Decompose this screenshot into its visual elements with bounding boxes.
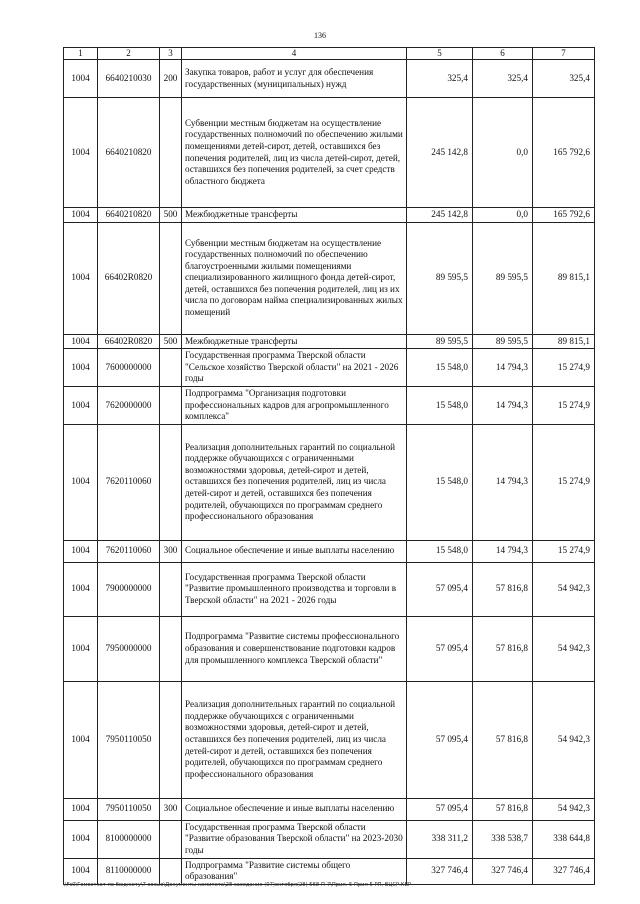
row-type-cell [160, 386, 182, 424]
row-value-col6: 89 595,5 [473, 222, 533, 334]
row-type-cell: 500 [160, 208, 182, 223]
row-name-cell: Закупка товаров, работ и услуг для обеспечения государственных (муниципальных) нужд [182, 60, 407, 98]
row-value-col5: 15 548,0 [407, 386, 473, 424]
row-type-cell: 300 [160, 540, 182, 562]
row-code-cell: 6640210820 [98, 98, 160, 208]
row-value-col7: 165 792,6 [533, 208, 595, 223]
row-value-col5: 15 548,0 [407, 349, 473, 387]
row-section-cell: 1004 [64, 798, 98, 820]
row-code-cell: 7950110050 [98, 681, 160, 798]
row-section-cell: 1004 [64, 820, 98, 858]
row-name-cell: Подпрограмма "Развитие системы общего образования" [182, 858, 407, 884]
table-row [64, 562, 595, 616]
table-row [64, 334, 595, 349]
table-row [64, 60, 595, 98]
row-value-col6: 57 816,8 [473, 562, 533, 616]
row-code-cell: 66402R0820 [98, 222, 160, 334]
row-code-cell: 8100000000 [98, 820, 160, 858]
row-value-col7: 54 942,3 [533, 616, 595, 681]
row-code-cell: 7620110060 [98, 424, 160, 540]
row-name-cell: Межбюджетные трансферты [182, 208, 407, 223]
row-type-cell [160, 222, 182, 334]
row-value-col6: 327 746,4 [473, 858, 533, 884]
row-code-cell: 7620110060 [98, 540, 160, 562]
row-value-col5: 15 548,0 [407, 424, 473, 540]
row-value-col5: 57 095,4 [407, 798, 473, 820]
row-name-cell: Реализация дополнительных гарантий по социальной поддержке обучающихся с ограниченными возможностями здоровья, детей-сирот и детей, оставшихся без попечения родителей, лиц из числа детей-сирот и детей, оставшихся без попечения родителей, обучающихся по программам среднего профессионального образования [182, 424, 407, 540]
row-value-col6: 0,0 [473, 98, 533, 208]
table-row [64, 616, 595, 681]
row-value-col5: 325,4 [407, 60, 473, 98]
row-section-cell: 1004 [64, 386, 98, 424]
row-name-cell: Субвенции местным бюджетам на осуществление государственных полномочий по обеспечению жилыми помещениями детей-сирот, детей, оставшихся без попечения родителей, лиц из числа детей-сирот, детей, оставшихся без попечения родителей, за счет средств областного бюджета [182, 98, 407, 208]
row-section-cell: 1004 [64, 208, 98, 223]
row-section-cell: 1004 [64, 562, 98, 616]
row-value-col5: 327 746,4 [407, 858, 473, 884]
column-header: 1 [64, 48, 98, 60]
row-code-cell: 7950110050 [98, 798, 160, 820]
table-row [64, 222, 595, 334]
row-type-cell [160, 681, 182, 798]
row-type-cell: 300 [160, 798, 182, 820]
table-row [64, 349, 595, 387]
column-header: 6 [473, 48, 533, 60]
table-row [64, 98, 595, 208]
row-value-col7: 89 815,1 [533, 222, 595, 334]
row-value-col6: 325,4 [473, 60, 533, 98]
row-type-cell: 500 [160, 334, 182, 349]
row-value-col5: 89 595,5 [407, 334, 473, 349]
row-name-cell: Реализация дополнительных гарантий по социальной поддержке обучающихся с ограниченными возможностями здоровья, детей-сирот и детей, оставшихся без попечения родителей, лиц из числа детей-сирот и детей, оставшихся без попечения родителей, обучающихся по программам среднего профессионального образования [182, 681, 407, 798]
row-value-col7: 54 942,3 [533, 562, 595, 616]
row-type-cell [160, 858, 182, 884]
row-value-col7: 327 746,4 [533, 858, 595, 884]
row-value-col6: 14 794,3 [473, 386, 533, 424]
row-value-col6: 57 816,8 [473, 616, 533, 681]
row-value-col6: 0,0 [473, 208, 533, 223]
row-code-cell: 7620000000 [98, 386, 160, 424]
row-section-cell: 1004 [64, 681, 98, 798]
row-name-cell: Подпрограмма "Организация подготовки профессиональных кадров для агропромышленного комплекса" [182, 386, 407, 424]
row-value-col5: 338 311,2 [407, 820, 473, 858]
row-value-col7: 338 644,8 [533, 820, 595, 858]
table-row [64, 798, 595, 820]
row-name-cell: Субвенции местным бюджетам на осуществление государственных полномочий по обеспечению благоустроенными жилыми помещениями специализированного жилищного фонда детей-сирот, детей, оставшихся без попечения родителей, лиц из их числа по договорам найма специализированных жилых помещений [182, 222, 407, 334]
row-value-col5: 57 095,4 [407, 681, 473, 798]
budget-table [63, 47, 595, 885]
row-section-cell: 1004 [64, 424, 98, 540]
row-name-cell: Социальное обеспечение и иные выплаты населению [182, 798, 407, 820]
row-name-cell: Межбюджетные трансферты [182, 334, 407, 349]
row-type-cell [160, 562, 182, 616]
row-value-col7: 165 792,6 [533, 98, 595, 208]
column-header: 3 [160, 48, 182, 60]
row-value-col5: 57 095,4 [407, 616, 473, 681]
row-value-col6: 57 816,8 [473, 798, 533, 820]
row-type-cell: 200 [160, 60, 182, 98]
table-row [64, 386, 595, 424]
table-row [64, 424, 595, 540]
row-value-col7: 15 274,9 [533, 349, 595, 387]
row-code-cell: 6640210030 [98, 60, 160, 98]
table-row [64, 681, 595, 798]
row-value-col7: 89 815,1 [533, 334, 595, 349]
row-section-cell: 1004 [64, 616, 98, 681]
row-value-col7: 15 274,9 [533, 424, 595, 540]
row-code-cell: 8110000000 [98, 858, 160, 884]
row-code-cell: 66402R0820 [98, 334, 160, 349]
row-type-cell [160, 98, 182, 208]
table-row [64, 208, 595, 223]
row-section-cell: 1004 [64, 334, 98, 349]
row-value-col7: 325,4 [533, 60, 595, 98]
row-value-col5: 245 142,8 [407, 208, 473, 223]
row-type-cell [160, 616, 182, 681]
row-code-cell: 7900000000 [98, 562, 160, 616]
table-row [64, 820, 595, 858]
row-name-cell: Социальное обеспечение и иные выплаты населению [182, 540, 407, 562]
row-name-cell: Государственная программа Тверской области "Сельское хозяйство Тверской области" на 2021 - 2026 годы [182, 349, 407, 387]
row-section-cell: 1004 [64, 858, 98, 884]
row-section-cell: 1004 [64, 222, 98, 334]
row-type-cell [160, 820, 182, 858]
row-value-col6: 14 794,3 [473, 540, 533, 562]
row-code-cell: 7950000000 [98, 616, 160, 681]
row-value-col5: 15 548,0 [407, 540, 473, 562]
table-row [64, 540, 595, 562]
column-header: 2 [98, 48, 160, 60]
row-code-cell: 7600000000 [98, 349, 160, 387]
table-row [64, 858, 595, 884]
row-type-cell [160, 349, 182, 387]
column-header: 4 [182, 48, 407, 60]
column-header: 7 [533, 48, 595, 60]
row-value-col6: 14 794,3 [473, 424, 533, 540]
column-header: 5 [407, 48, 473, 60]
row-section-cell: 1004 [64, 60, 98, 98]
row-value-col7: 54 942,3 [533, 681, 595, 798]
column-number-row [64, 48, 595, 60]
row-value-col5: 57 095,4 [407, 562, 473, 616]
row-value-col7: 54 942,3 [533, 798, 595, 820]
row-value-col5: 89 595,5 [407, 222, 473, 334]
row-name-cell: Подпрограмма "Развитие системы профессионального образования и совершенствование подготовки кадров для промышленного комплекса Тверской области" [182, 616, 407, 681]
page-number: 136 [314, 31, 326, 40]
row-value-col6: 89 595,5 [473, 334, 533, 349]
row-code-cell: 6640210820 [98, 208, 160, 223]
row-name-cell: Государственная программа Тверской области "Развитие промышленного производства и торговли в Тверской области" на 2021 - 2026 годы [182, 562, 407, 616]
row-section-cell: 1004 [64, 540, 98, 562]
row-section-cell: 1004 [64, 349, 98, 387]
row-section-cell: 1004 [64, 98, 98, 208]
file-path-footer: \\Fs0\Гомосткот по бюджету\7 созыв\Документы комитета\28 заседание (07)октября(28) 568-П-7\Прил. 5 Прил 5 РП, ВЦСР.КВР [63, 882, 412, 888]
row-name-cell: Государственная программа Тверской области "Развитие образования Тверской области" на 2023-2030 годы [182, 820, 407, 858]
row-value-col6: 14 794,3 [473, 349, 533, 387]
row-value-col7: 15 274,9 [533, 540, 595, 562]
row-value-col7: 15 274,9 [533, 386, 595, 424]
row-type-cell [160, 424, 182, 540]
row-value-col5: 245 142,8 [407, 98, 473, 208]
row-value-col6: 57 816,8 [473, 681, 533, 798]
row-value-col6: 338 538,7 [473, 820, 533, 858]
